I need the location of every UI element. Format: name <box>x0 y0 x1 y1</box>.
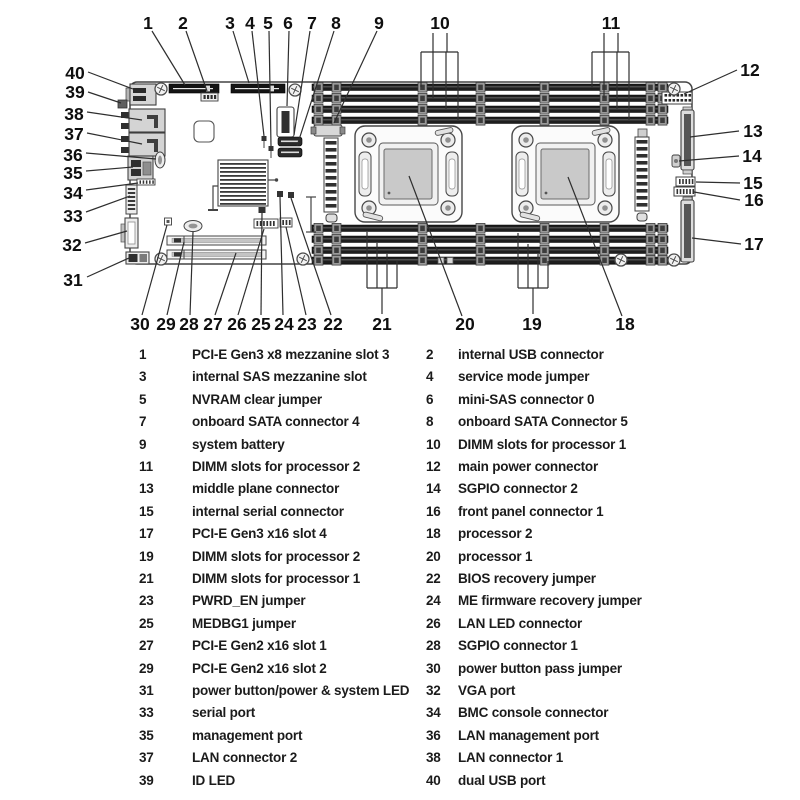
callout-line-33 <box>86 196 130 212</box>
internal-usb-header <box>201 93 218 101</box>
legend-number-19: 19 <box>139 548 154 564</box>
cpu-socket-processor-2 <box>512 126 619 222</box>
legend-row <box>0 747 800 769</box>
callout-number-34: 34 <box>63 183 83 203</box>
legend-label-31: power button/power & system LED <box>192 683 410 698</box>
dual-usb-port <box>126 84 156 105</box>
legend-number-29: 29 <box>139 660 154 676</box>
pcie-gen2-slot-2 <box>167 236 266 245</box>
legend-row <box>0 546 800 568</box>
lan-led-connector <box>254 219 278 228</box>
management-port <box>128 156 153 180</box>
legend-number-40: 40 <box>426 772 441 788</box>
mezzanine-slot-1 <box>169 84 219 93</box>
legend-row <box>0 590 800 612</box>
bmc-console-connector <box>137 179 155 185</box>
callout-number-6: 6 <box>283 13 293 33</box>
legend-row <box>0 725 800 747</box>
sata-connector-5 <box>278 148 302 157</box>
legend-number-10: 10 <box>426 436 441 452</box>
middle-plane-connector <box>681 107 694 174</box>
callout-number-11: 11 <box>601 13 621 33</box>
callout-number-24: 24 <box>274 314 294 334</box>
callout-number-21: 21 <box>372 314 392 334</box>
legend-label-29: PCI-E Gen2 x16 slot 2 <box>192 660 327 676</box>
callout-number-8: 8 <box>331 13 341 33</box>
legend-number-38: 38 <box>426 750 441 766</box>
legend-label-40: dual USB port <box>458 772 546 788</box>
legend-label-24: ME firmware recovery jumper <box>458 593 642 609</box>
callout-number-22: 22 <box>323 314 343 334</box>
legend-label-28: SGPIO connector 1 <box>458 638 578 654</box>
lan-management-port <box>155 152 165 168</box>
legend-label-17: PCI-E Gen3 x16 slot 4 <box>192 526 327 542</box>
legend-number-30: 30 <box>426 660 441 676</box>
legend-label-10: DIMM slots for processor 1 <box>458 436 627 452</box>
legend-number-9: 9 <box>139 436 147 452</box>
legend-number-12: 12 <box>426 459 441 474</box>
callout-number-17: 17 <box>744 234 764 254</box>
callout-number-13: 13 <box>743 121 763 141</box>
legend-label-34: BMC console connector <box>458 705 609 721</box>
legend-row <box>0 658 800 680</box>
legend-label-7: onboard SATA connector 4 <box>192 414 360 430</box>
legend-label-19: DIMM slots for processor 2 <box>192 548 361 564</box>
callout-number-7: 7 <box>307 13 317 33</box>
legend-number-25: 25 <box>139 615 154 631</box>
legend-label-4: service mode jumper <box>458 369 590 385</box>
legend-number-1: 1 <box>139 347 147 362</box>
vga-port <box>121 218 138 248</box>
sgpio-connector-2 <box>672 155 680 167</box>
legend-row <box>0 389 800 411</box>
legend-number-31: 31 <box>139 683 154 698</box>
legend-label-15: internal serial connector <box>192 503 344 519</box>
legend-label-30: power button pass jumper <box>458 660 622 676</box>
sgpio-connector-1 <box>184 221 202 232</box>
legend-label-35: management port <box>192 727 303 743</box>
mini-sas-connector <box>277 107 294 137</box>
callout-number-39: 39 <box>65 82 85 102</box>
board-diagram <box>0 0 800 340</box>
legend-number-39: 39 <box>139 772 154 788</box>
callout-line-12 <box>684 70 737 94</box>
callout-line-39 <box>88 92 121 103</box>
legend-label-18: processor 2 <box>458 526 533 542</box>
legend-label-11: DIMM slots for processor 2 <box>192 459 361 474</box>
callout-number-3: 3 <box>225 13 235 33</box>
legend-label-33: serial port <box>192 705 256 721</box>
legend-row <box>0 501 800 523</box>
legend-row <box>0 680 800 702</box>
legend-number-4: 4 <box>426 369 434 385</box>
callout-number-40: 40 <box>65 63 85 83</box>
legend-label-13: middle plane connector <box>192 481 340 497</box>
legend-label-32: VGA port <box>458 683 516 698</box>
legend-label-14: SGPIO connector 2 <box>458 481 578 497</box>
legend-label-1: PCI-E Gen3 x8 mezzanine slot 3 <box>192 347 390 362</box>
legend-number-32: 32 <box>426 683 441 698</box>
bios-recovery-jumper <box>288 192 294 198</box>
callout-number-16: 16 <box>744 190 764 210</box>
callout-number-29: 29 <box>156 314 176 334</box>
legend-number-11: 11 <box>139 459 153 474</box>
legend-number-35: 35 <box>139 727 154 743</box>
legend-label-16: front panel connector 1 <box>458 503 604 519</box>
callout-line-16 <box>694 192 740 200</box>
callout-number-28: 28 <box>179 314 199 334</box>
legend-label-5: NVRAM clear jumper <box>192 391 322 407</box>
legend-label-36: LAN management port <box>458 727 599 743</box>
legend-number-7: 7 <box>139 414 147 430</box>
legend-label-2: internal USB connector <box>458 347 604 362</box>
callout-line-3 <box>233 31 249 83</box>
internal-serial-connector <box>676 177 695 186</box>
legend-label-26: LAN LED connector <box>458 615 583 631</box>
callout-number-38: 38 <box>64 104 84 124</box>
legend-row <box>0 702 800 724</box>
callout-number-31: 31 <box>63 270 83 290</box>
legend-number-6: 6 <box>426 391 434 407</box>
callout-line-15 <box>696 182 740 183</box>
legend-number-20: 20 <box>426 548 441 564</box>
callout-number-32: 32 <box>62 235 82 255</box>
legend-number-5: 5 <box>139 391 147 407</box>
callout-number-10: 10 <box>430 13 450 33</box>
callout-number-15: 15 <box>743 173 763 193</box>
legend-row <box>0 344 800 366</box>
legend-number-8: 8 <box>426 414 434 430</box>
legend-row <box>0 456 800 478</box>
legend-number-2: 2 <box>426 347 434 362</box>
legend-number-3: 3 <box>139 369 147 385</box>
callout-number-20: 20 <box>455 314 475 334</box>
legend-number-17: 17 <box>139 526 154 542</box>
callout-line-31 <box>87 258 129 277</box>
legend-number-13: 13 <box>139 481 154 497</box>
callout-number-9: 9 <box>374 13 384 33</box>
legend-row <box>0 478 800 500</box>
legend-label-21: DIMM slots for processor 1 <box>192 571 361 586</box>
callout-line-13 <box>690 131 739 137</box>
callout-number-36: 36 <box>63 145 83 165</box>
callout-line-35 <box>86 167 133 171</box>
legend-label-23: PWRD_EN jumper <box>192 593 306 609</box>
callout-number-23: 23 <box>297 314 317 334</box>
callout-number-4: 4 <box>245 13 255 33</box>
vrm-choke <box>635 129 649 221</box>
legend-label-38: LAN connector 1 <box>458 750 564 766</box>
legend-number-23: 23 <box>139 593 154 609</box>
legend-label-25: MEDBG1 jumper <box>192 615 296 631</box>
legend-label-3: internal SAS mezzanine slot <box>192 369 367 385</box>
legend-row <box>0 613 800 635</box>
legend-number-15: 15 <box>139 503 154 519</box>
callout-number-2: 2 <box>178 13 188 33</box>
legend-row <box>0 411 800 433</box>
callout-number-5: 5 <box>263 13 273 33</box>
legend-row <box>0 770 800 792</box>
legend-label-6: mini-SAS connector 0 <box>458 391 595 407</box>
callout-number-27: 27 <box>203 314 223 334</box>
legend <box>0 344 800 800</box>
callout-number-18: 18 <box>615 314 635 334</box>
legend-number-36: 36 <box>426 727 441 743</box>
legend-number-37: 37 <box>139 750 154 766</box>
callout-line-1 <box>152 31 185 85</box>
legend-row <box>0 366 800 388</box>
id-led <box>118 100 127 108</box>
callout-number-12: 12 <box>740 60 760 80</box>
legend-number-33: 33 <box>139 705 154 721</box>
power-button-pass-jumper <box>165 218 172 225</box>
legend-number-16: 16 <box>426 503 441 519</box>
legend-number-26: 26 <box>426 615 441 631</box>
callout-number-19: 19 <box>522 314 542 334</box>
legend-number-28: 28 <box>426 638 441 654</box>
pwrd-en-jumper <box>280 218 292 227</box>
legend-label-22: BIOS recovery jumper <box>458 571 596 586</box>
legend-label-12: main power connector <box>458 459 599 474</box>
legend-label-8: onboard SATA Connector 5 <box>458 414 628 430</box>
legend-label-20: processor 1 <box>458 548 533 564</box>
callout-number-37: 37 <box>64 124 84 144</box>
callout-number-14: 14 <box>742 146 762 166</box>
callout-number-33: 33 <box>63 206 83 226</box>
legend-label-39: ID LED <box>192 772 236 788</box>
cpu-socket-processor-1 <box>355 126 462 222</box>
callout-number-1: 1 <box>143 13 153 33</box>
serial-port <box>126 185 137 214</box>
callout-number-26: 26 <box>227 314 247 334</box>
front-panel-connector <box>674 187 695 196</box>
legend-label-9: system battery <box>192 436 285 452</box>
callout-number-30: 30 <box>130 314 150 334</box>
legend-number-27: 27 <box>139 638 154 654</box>
callout-number-35: 35 <box>63 163 83 183</box>
legend-number-14: 14 <box>426 481 441 497</box>
legend-number-18: 18 <box>426 526 441 542</box>
callout-number-25: 25 <box>251 314 271 334</box>
legend-label-37: LAN connector 2 <box>192 750 298 766</box>
chipset-heatsink <box>208 160 278 210</box>
callout-line-17 <box>692 238 741 244</box>
legend-number-22: 22 <box>426 571 441 586</box>
legend-row <box>0 635 800 657</box>
medbg1-jumper <box>259 207 266 213</box>
lan-connector-1 <box>121 109 165 132</box>
me-firmware-recovery-jumper <box>277 191 283 197</box>
legend-row <box>0 434 800 456</box>
legend-number-34: 34 <box>426 705 441 721</box>
callout-line-40 <box>88 72 133 89</box>
legend-label-27: PCI-E Gen2 x16 slot 1 <box>192 638 327 654</box>
pcie-x16-slot-4 <box>681 197 694 262</box>
legend-number-24: 24 <box>426 593 441 609</box>
legend-row <box>0 523 800 545</box>
power-button <box>126 252 149 264</box>
legend-number-21: 21 <box>139 571 154 586</box>
legend-row <box>0 568 800 590</box>
